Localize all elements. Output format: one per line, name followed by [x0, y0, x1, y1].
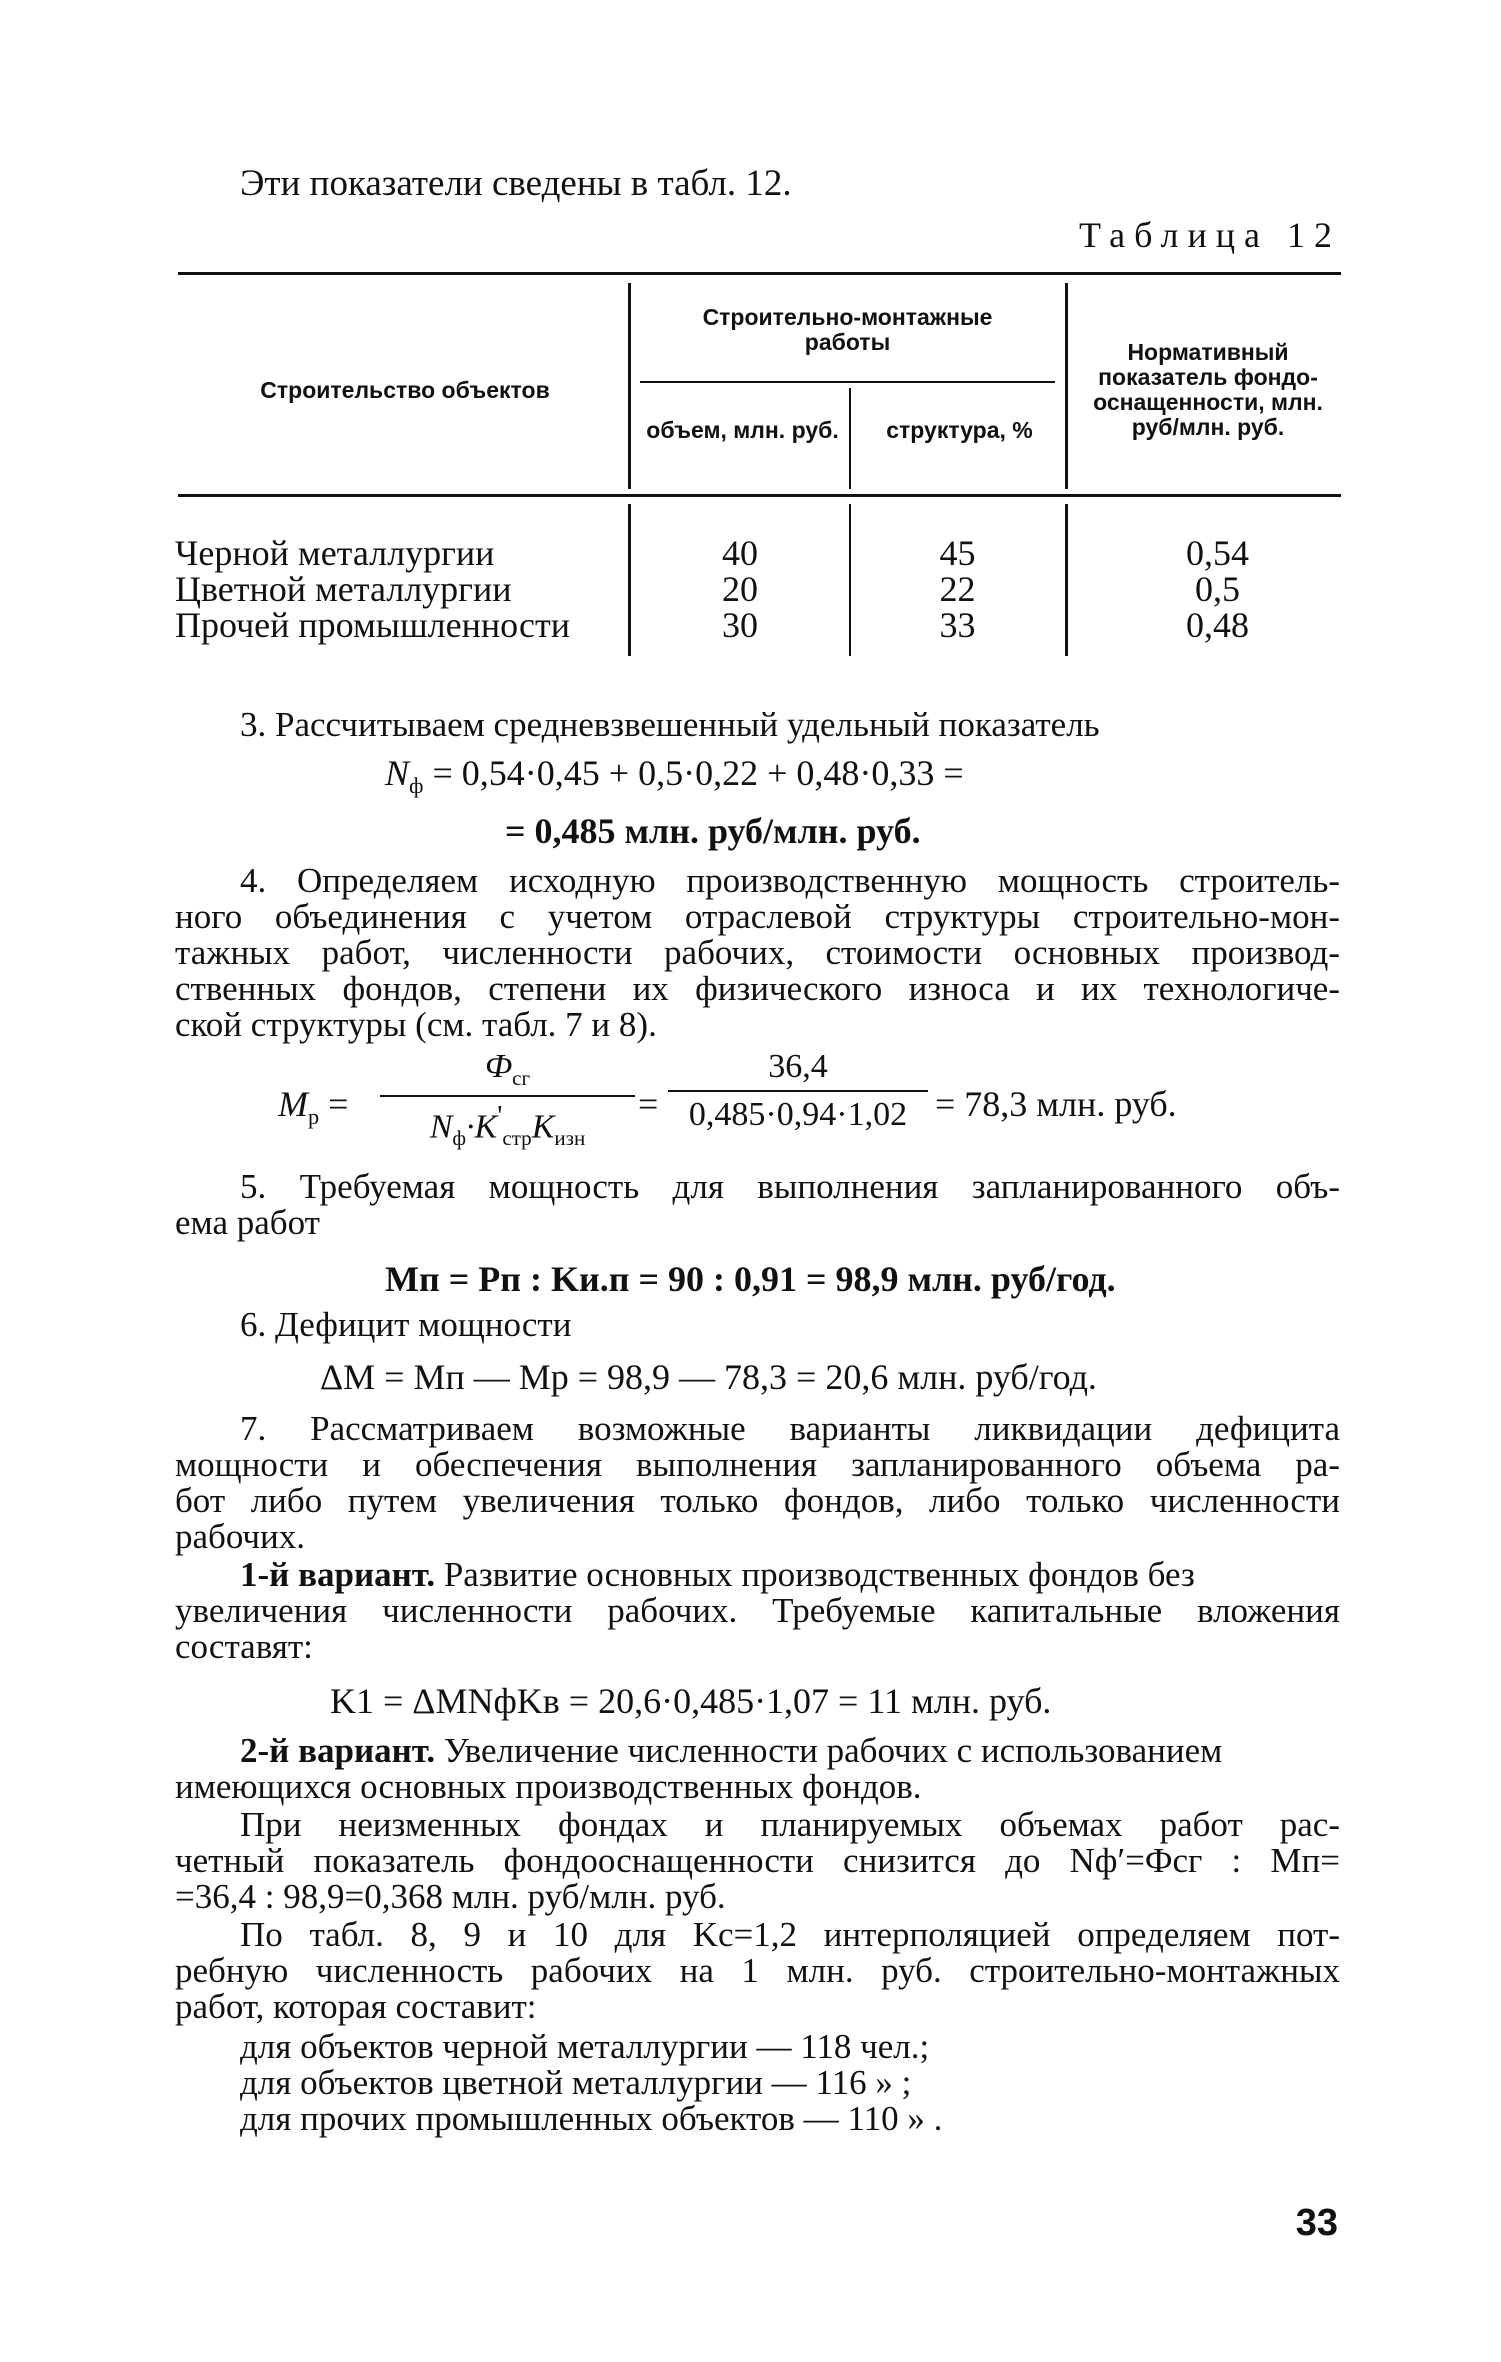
row-structure: 45 [939, 533, 976, 573]
formula-subscript: ф [452, 1125, 467, 1150]
text-line: увеличения численности рабочих. Требуемые капитальные вложения [175, 1591, 1340, 1630]
row-structure: 22 [939, 569, 976, 609]
row-volume: 40 [722, 533, 758, 573]
fraction-bar [380, 1095, 635, 1097]
variant-text: Развитие основных производственных фондов без [435, 1555, 1195, 1594]
formula-symbol: Ф [484, 1048, 513, 1085]
table-vline [628, 504, 631, 656]
para-5-line: ема работ [175, 1203, 320, 1242]
text-line [240, 1556, 1195, 1594]
table-caption: Таблица 12 [1079, 215, 1341, 255]
row-name: Цветной металлургии [175, 569, 512, 609]
text-line: составят: [175, 1627, 313, 1666]
row-norm: 0,5 [1195, 569, 1240, 609]
numerator: 36,4 [768, 1048, 828, 1085]
list-item: для объектов черной металлургии — 118 чел.; [240, 2027, 930, 2066]
table-vline [849, 504, 851, 656]
formula-lhs: $M_р$ = [278, 1084, 349, 1130]
text-line: 7. Рассматриваем возможные варианты ликвидации дефицита [240, 1409, 1340, 1448]
formula-delta-m: ΔM = Mп — Mр = 98,9 — 78,3 = 20,6 млн. руб/год. [320, 1357, 1097, 1397]
formula-mn: Mп = Pп : Kи.п = 90 : 0,91 = 98,9 млн. руб/год. [385, 1259, 1116, 1299]
header-volume: объем, млн. руб. [646, 417, 839, 443]
para-6: 6. Дефицит мощности [240, 1305, 572, 1344]
formula-symbol: ·K [466, 1108, 498, 1146]
table-vline [628, 283, 631, 489]
formula-nf-result: = 0,485 млн. руб/млн. руб. [505, 811, 921, 851]
formula-symbol: K [531, 1108, 555, 1146]
text-line [240, 1732, 1222, 1770]
table-top-rule [178, 272, 1341, 275]
formula-subscript: ф [409, 773, 424, 799]
row-norm: 0,48 [1186, 605, 1249, 645]
equals-sign: = [638, 1084, 659, 1124]
formula-symbol: N [385, 753, 410, 793]
intro-text: Эти показатели сведены в табл. 12. [240, 163, 792, 204]
list-item: для прочих промышленных объектов — 110 » . [240, 2099, 943, 2138]
text-line: При неизменных фондах и планируемых объемах работ рас- [240, 1805, 1340, 1844]
formula-superscript: ' [497, 1100, 503, 1132]
text-line: ской структуры (см. табл. 7 и 8). [175, 1005, 657, 1044]
formula-subscript: р [308, 1104, 320, 1130]
formula-result: = 78,3 млн. руб. [935, 1084, 1177, 1124]
row-volume: 30 [722, 605, 758, 645]
text-line: четный показатель фондооснащенности снизится до Nф′=Фсг : Mп= [175, 1841, 1340, 1880]
header-structure: структура, % [886, 417, 1033, 443]
formula-subscript: стр [502, 1125, 532, 1150]
page-number: 33 [1295, 2202, 1338, 2244]
header-norm: Нормативный показатель фондо-оснащенности, млн. руб/млн. руб. [1093, 339, 1323, 440]
row-structure: 33 [939, 605, 976, 645]
text-line: =36,4 : 98,9=0,368 млн. руб/млн. руб. [175, 1877, 726, 1916]
formula-rhs: = 0,54·0,45 + 0,5·0,22 + 0,48·0,33 = [432, 753, 964, 793]
text-line: мощности и обеспечения выполнения запланированного объема ра- [175, 1445, 1340, 1484]
para-3: 3. Рассчитываем средневзвешенный удельный показатель [240, 705, 1100, 744]
numerator [380, 1048, 635, 1091]
para-5-line: 5. Требуемая мощность для выполнения запланированного объ- [240, 1167, 1340, 1206]
variant-text: Увеличение численности рабочих с использованием [435, 1731, 1223, 1770]
formula-subscript: изн [554, 1125, 586, 1150]
list-item: для объектов цветной металлургии — 116 » ; [240, 2063, 912, 2102]
text-line: ственных фондов, степени их физического износа и их технологиче- [175, 969, 1340, 1008]
text-line: ного объединения с учетом отраслевой структуры строительно-мон- [175, 897, 1340, 936]
text-line: рабочих. [175, 1517, 306, 1556]
text-line: 4. Определяем исходную производственную мощность строитель- [240, 861, 1340, 900]
text-line: работ, которая составит: [175, 1987, 537, 2026]
table-group-rule [640, 381, 1055, 383]
text-line: ребную численность рабочих на 1 млн. руб. строительно-монтажных [175, 1951, 1340, 1990]
row-norm: 0,54 [1186, 533, 1249, 573]
denominator: 0,485·0,94·1,02 [688, 1096, 908, 1133]
text-line: имеющихся основных производственных фондов. [175, 1767, 922, 1806]
text-line: По табл. 8, 9 и 10 для Kс=1,2 интерполяцией определяем пот- [240, 1915, 1340, 1954]
header-object: Строительство объектов [260, 377, 550, 403]
row-name: Прочей промышленности [175, 605, 571, 645]
fraction-numeric [668, 1048, 928, 1134]
text-line: бот либо путем увеличения только фондов, либо только численности [175, 1481, 1340, 1520]
table-vline [849, 388, 851, 489]
denominator [380, 1101, 635, 1151]
formula-k1: K1 = ΔMNфKв = 20,6·0,485·1,07 = 11 млн. руб. [330, 1681, 1052, 1721]
variant-label: 2-й вариант. [240, 1731, 436, 1770]
text-line: тажных работ, численности рабочих, стоимости основных производ- [175, 933, 1340, 972]
table-vline [1065, 283, 1068, 489]
row-volume: 20 [722, 569, 758, 609]
table-header-rule [178, 494, 1341, 497]
fraction-bar [668, 1090, 928, 1092]
header-smr-group: Строительно-монтажные работы [702, 304, 993, 355]
variant-label: 1-й вариант. [240, 1555, 436, 1594]
formula-symbol: N [429, 1108, 453, 1146]
row-name: Черной металлургии [175, 533, 495, 573]
fraction-symbolic [380, 1048, 635, 1151]
formula-subscript: сг [512, 1065, 531, 1090]
table-vline [1065, 504, 1068, 656]
formula-nf [385, 752, 964, 799]
formula-symbol: M [278, 1084, 308, 1124]
